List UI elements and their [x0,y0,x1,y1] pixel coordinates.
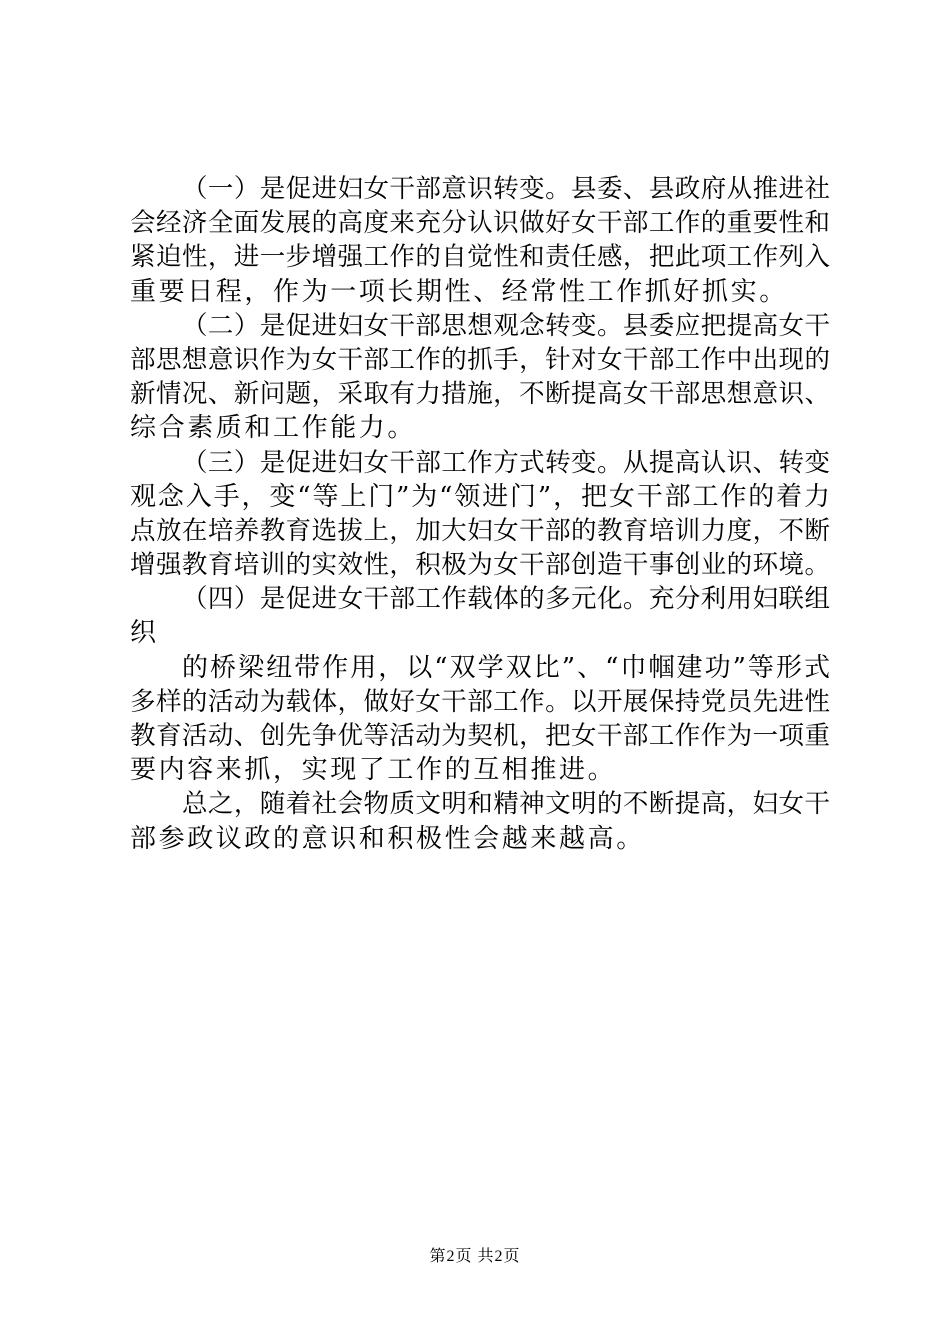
paragraph-1-line-4: 重要日程，作为一项长期性、经常性工作抓好抓实。 [130,276,788,307]
paragraph-6-line-1: 总之，随着社会物质文明和精神文明的不断提高，妇女干 [182,789,830,820]
document-body [130,172,830,856]
paragraph-2-line-3: 新情况、新问题，采取有力措施，不断提高女干部思想意识、 [130,379,830,410]
paragraph-3-line-2: 观念入手，变“等上门”为“领进门”，把女干部工作的着力 [130,481,830,512]
paragraph-2-line-1: （二）是促进妇女干部思想观念转变。县委应把提高女干 [182,310,830,341]
paragraph-3-line-1: （三）是促进妇女干部工作方式转变。从提高认识、转变 [182,447,830,478]
paragraph-2-line-2: 部思想意识作为女干部工作的抓手，针对女干部工作中出现的 [130,344,830,375]
paragraph-6-line-2: 部参政议政的意识和积极性会越来越高。 [130,823,645,854]
paragraph-1-line-2: 会经济全面发展的高度来充分认识做好女干部工作的重要性和 [130,208,830,239]
paragraph-5-line-1: 的桥梁纽带作用，以“双学双比”、“巾帼建功”等形式 [182,652,830,683]
paragraph-2-line-4: 综合素质和工作能力。 [130,413,417,444]
paragraph-5-line-2: 多样的活动为载体，做好女干部工作。以开展保持党员先进性 [130,686,830,717]
paragraph-1-line-1: （一）是促进妇女干部意识转变。县委、县政府从推进社 [182,174,830,204]
page-number-footer: 第2页 共2页 [429,1248,521,1265]
paragraph-4-line-1: （四）是促进女干部工作载体的多元化。充分利用妇联组 [182,584,830,615]
paragraph-1-line-3: 紧迫性，进一步增强工作的自觉性和责任感，把此项工作列入 [130,242,830,273]
paragraph-3-line-3: 点放在培养教育选拔上，加大妇女干部的教育培训力度，不断 [130,515,830,546]
paragraph-4-line-2: 织 [130,618,159,649]
paragraph-5-line-4: 要内容来抓，实现了工作的互相推进。 [130,755,617,786]
paragraph-3-line-4: 增强教育培训的实效性，积极为女干部创造干事创业的环境。 [130,550,830,581]
paragraph-5-line-3: 教育活动、创先争优等活动为契机，把女干部工作作为一项重 [130,721,830,751]
